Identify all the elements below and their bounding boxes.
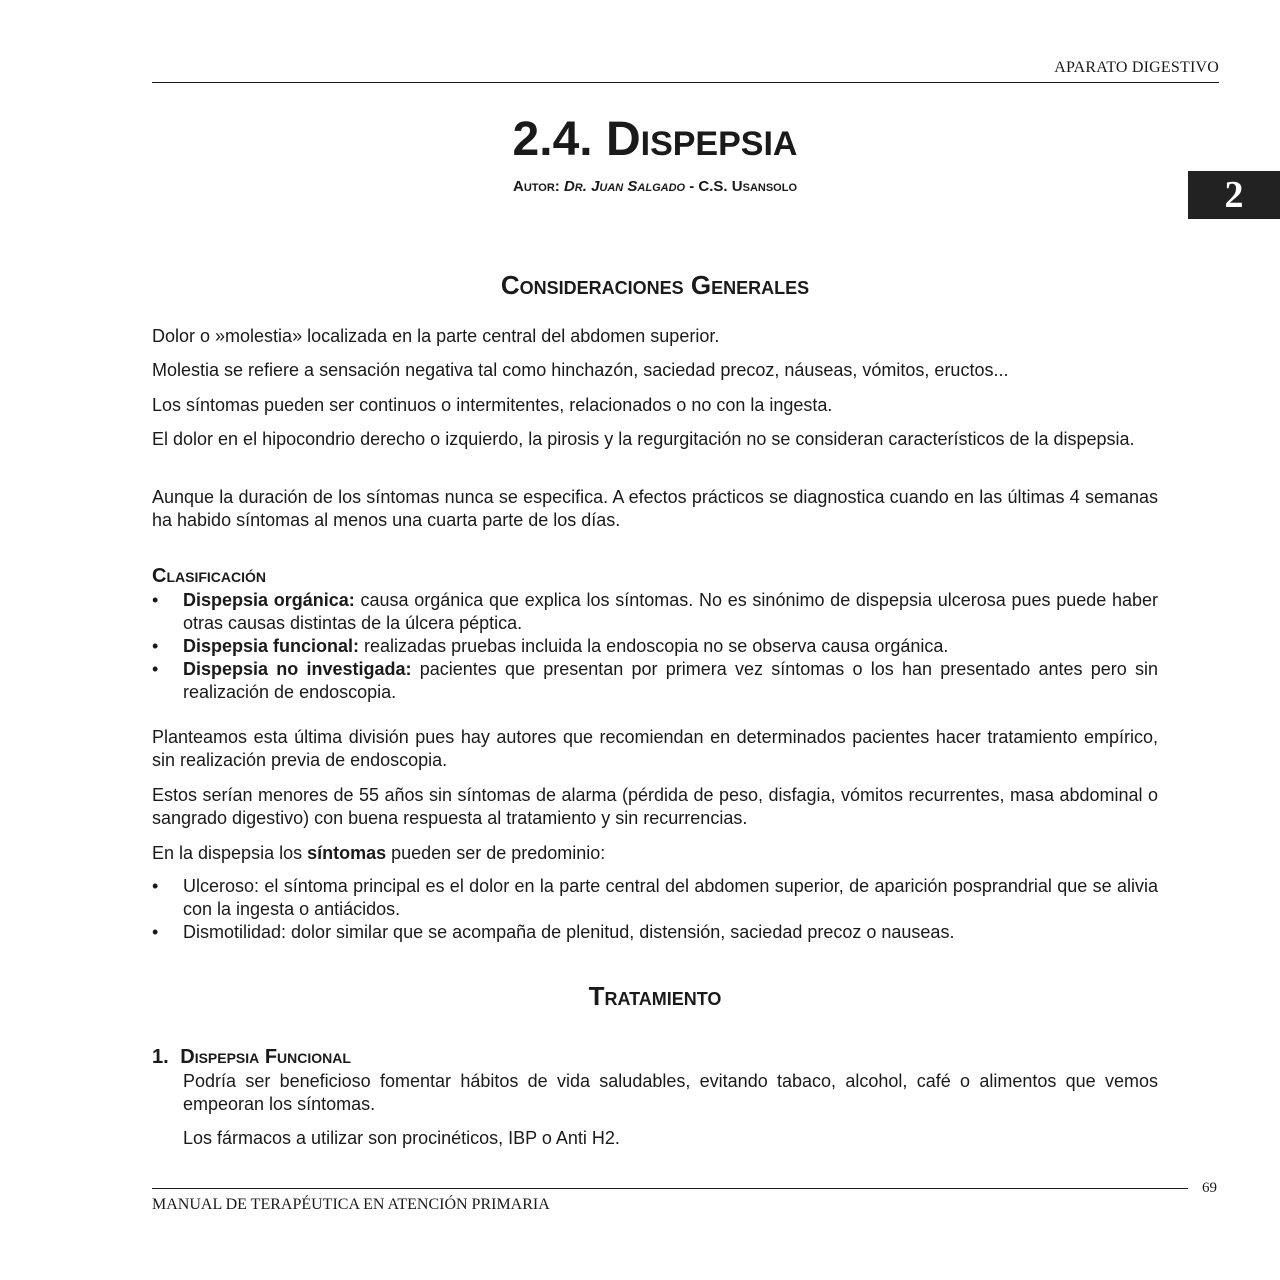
paragraph-3: Los síntomas pueden ser continuos o intermitentes, relacionados o no con la ingesta. <box>152 395 833 415</box>
heading-dispepsia-funcional <box>152 1046 351 1069</box>
footer-rule <box>152 1188 1188 1189</box>
paragraph-7: Estos serían menores de 55 años sin síntomas de alarma (pérdida de peso, disfagia, vómitos recurrentes, masa abdominal o sangrado digestivo) con buena respuesta al tratamiento y sin recurrencias. <box>152 785 1158 828</box>
author-line <box>152 178 1158 195</box>
author-center: - C.S. Usansolo <box>689 178 797 195</box>
list-item <box>152 658 1158 704</box>
paragraph-4: El dolor en el hipocondrio derecho o izquierdo, la pirosis y la regurgitación no se consideran característicos de la dispepsia. <box>152 429 1135 449</box>
page-number: 69 <box>1202 1180 1217 1196</box>
footer-manual-title: MANUAL DE TERAPÉUTICA EN ATENCIÓN PRIMARIA <box>152 1196 550 1213</box>
paragraph-2: Molestia se refiere a sensación negativa tal como hinchazón, saciedad precoz, náuseas, vómitos, eructos... <box>152 360 1009 380</box>
paragraph-8-bold: síntomas <box>307 843 387 863</box>
list-item-text: Dismotilidad: dolor similar que se acompaña de plenitud, distensión, saciedad precoz o nauseas. <box>183 922 955 942</box>
heading-number: 1. <box>152 1046 169 1068</box>
list-item-term: Dispepsia no investigada: <box>183 659 412 679</box>
list-item <box>152 921 1158 944</box>
paragraph-8-start: En la dispepsia los <box>152 843 308 863</box>
author-name: Dr. Juan Salgado <box>563 178 686 195</box>
chapter-tab: 2 <box>1188 171 1280 219</box>
list-item <box>152 875 1158 921</box>
paragraph-5: Aunque la duración de los síntomas nunca se especifica. A efectos prácticos se diagnostica cuando en las últimas 4 semanas ha habido síntomas al menos una cuarta parte de los días. <box>152 487 1158 530</box>
bullet-icon: • <box>152 659 159 679</box>
paragraph-1: Dolor o »molestia» localizada en la parte central del abdomen superior. <box>152 326 720 346</box>
paragraph-8-end: pueden ser de predominio: <box>386 843 606 863</box>
paragraph-10: Los fármacos a utilizar son procinéticos, IBP o Anti H2. <box>183 1128 620 1148</box>
paragraph-6: Planteamos esta última división pues hay autores que recomiendan en determinados pacientes hacer tratamiento empírico, sin realización previa de endoscopia. <box>152 727 1158 770</box>
list-item-text: Ulceroso: el síntoma principal es el dolor en la parte central del abdomen superior, de aparición posprandrial que se alivia con la ingesta o antiácidos. <box>183 876 1158 919</box>
bullet-icon: • <box>152 922 159 942</box>
bullet-icon: • <box>152 590 159 610</box>
running-header-section: APARATO DIGESTIVO <box>1054 59 1219 76</box>
bullet-icon: • <box>152 636 159 656</box>
header-rule <box>152 82 1219 83</box>
predominio-list <box>152 875 1158 944</box>
list-item-text: causa orgánica que explica los síntomas. No es sinónimo de dispepsia ulcerosa pues puede haber otras causas distintas de la úlcera péptica. <box>183 590 1159 633</box>
page-title <box>152 112 1158 167</box>
clasificacion-list <box>152 589 1158 704</box>
list-item <box>152 589 1158 635</box>
heading-consideraciones: Consideraciones Generales <box>500 270 810 300</box>
heading-text: Dispepsia Funcional <box>180 1046 351 1068</box>
heading-tratamiento: Tratamiento <box>588 981 722 1011</box>
list-item-term: Dispepsia orgánica: <box>183 590 355 610</box>
author-label: Autor: <box>513 178 560 195</box>
heading-clasificacion: Clasificación <box>152 565 266 587</box>
title-number: 2.4. <box>512 113 593 166</box>
bullet-icon: • <box>152 876 159 896</box>
title-name: Dispepsia <box>605 113 798 166</box>
list-item-text: realizadas pruebas incluida la endoscopia no se observa causa orgánica. <box>359 636 949 656</box>
list-item <box>152 635 1158 658</box>
list-item-term: Dispepsia funcional: <box>183 636 360 656</box>
list-item-text: pacientes que presentan por primera vez síntomas o los han presentado antes pero sin realización de endoscopia. <box>183 659 1158 702</box>
paragraph-9: Podría ser beneficioso fomentar hábitos de vida saludables, evitando tabaco, alcohol, café o alimentos que vemos empeoran los síntomas. <box>183 1071 1158 1114</box>
paragraph-8 <box>152 842 1158 865</box>
